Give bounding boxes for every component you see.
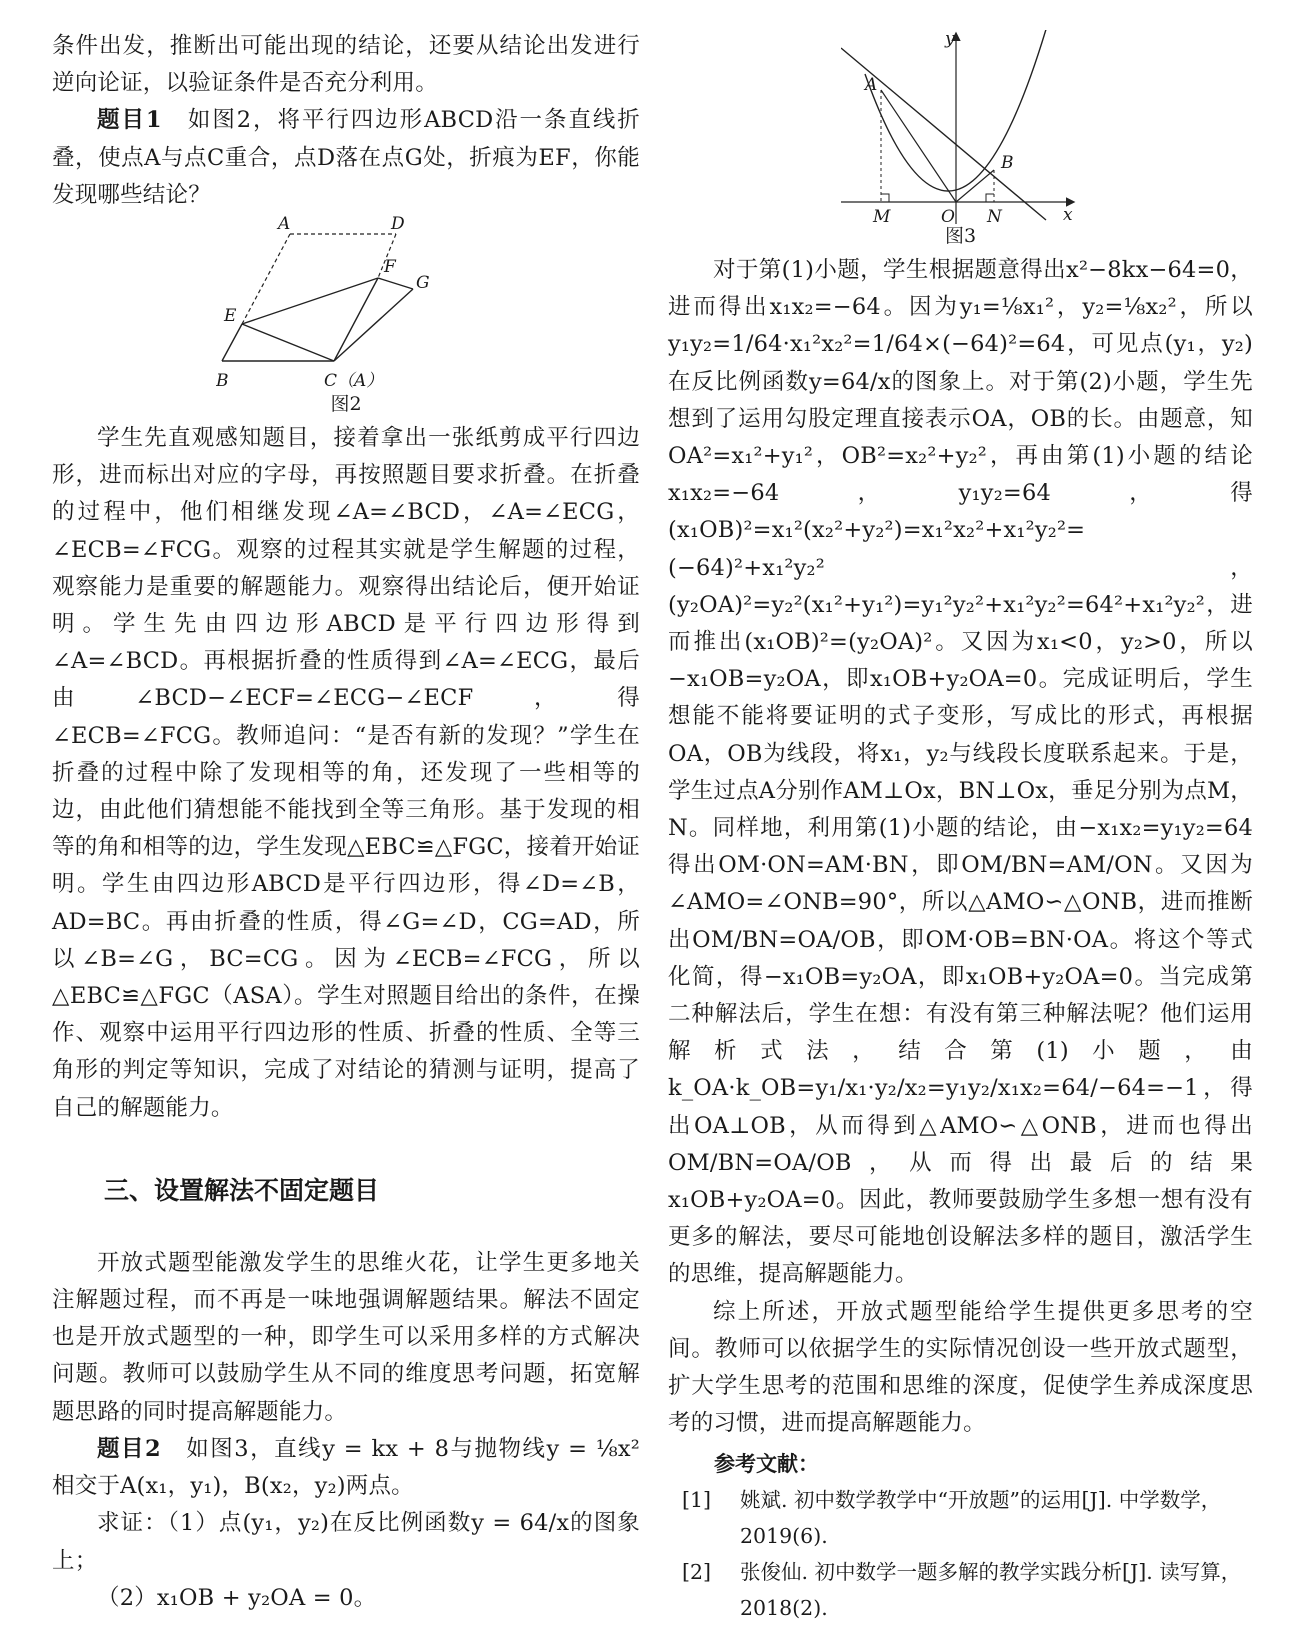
label-M: M — [872, 207, 890, 226]
paragraph-intro-continued: 条件出发，推断出可能出现的结论，还要从结论出发进行逆向论证，以验证条件是否充分利用。 — [52, 33, 640, 97]
paragraph-conclusion: 综上所述，开放式题型能给学生提供更多思考的空间。教师可以依据学生的实际情况创设一些开放式题型，扩大学生思考的范围和思维的深度，促使学生养成深度思考的习惯，进而提高解题能力。 — [668, 1298, 1253, 1437]
reference-text: 姚斌. 初中数学教学中“开放题”的运用[J]. 中学数学，2019(6). — [740, 1487, 1222, 1548]
label-G: G — [416, 273, 430, 294]
label-B: B — [1000, 153, 1013, 173]
label-N: N — [986, 207, 1002, 226]
problem-1 — [52, 102, 640, 214]
figure-2-caption: 图2 — [330, 393, 362, 416]
reference-number: [1] — [682, 1487, 712, 1512]
label-A: A — [278, 216, 291, 235]
problem-2-label: 题目2 — [97, 1435, 161, 1462]
label-D: D — [391, 216, 405, 235]
label-F: F — [384, 257, 396, 278]
problem-2-requirement-1: 求证：（1）点(y₁，y₂)在反比例函数y = 64/x的图象上； — [52, 1510, 640, 1574]
figure-2-diagram — [216, 216, 476, 394]
label-C: C（A） — [324, 371, 384, 392]
label-E: E — [224, 306, 237, 327]
figure-3-graph — [841, 30, 1081, 226]
left-column — [52, 28, 640, 1617]
right-column — [668, 28, 1253, 1626]
problem-1-label: 题目1 — [97, 107, 162, 134]
segment-OA — [881, 90, 956, 202]
section-heading: 三、设置解法不固定题目 — [104, 1175, 380, 1205]
reference-text: 张俊仙. 初中数学一题多解的教学实践分析[J]. 读写算，2018(2). — [740, 1559, 1242, 1620]
figure-2 — [216, 216, 476, 416]
paragraph-solutions: 对于第(1)小题，学生根据题意得出x²−8kx−64=0，进而得出x₁x₂=−64。因为y₁=⅛x₁²，y₂=⅛x₂²，所以y₁y₂=1/64·x₁²x₂²=1/64×(−64)²=64，可见点(y₁，y₂)在反比例函数y=64/x的图象上。对于第(2)小题，学生先想到了运用勾股定理直接表示OA，OB的长。由题意，知OA²=x₁²+y₁²，OB²=x₂²+y₂²，再由第(1)小题的结论x₁x₂=−64，y₁y₂=64，得(x₁OB)²=x₁²(x₂²+y₂²)=x₁²x₂²+x₁²y₂²=(−64)²+x₁²y₂²，(y₂OA)²=y₂²(x₁²+y₁²)=y₁²y₂²+x₁²y₂²=64²+x₁²y₂²，进而推出(x₁OB)²=(y₂OA)²。又因为x₁<0，y₂>0，所以−x₁OB=y₂OA，即x₁OB+y₂OA=0。完成证明后，学生想能不能将要证明的式子变形，写成比的形式，再根据OA，OB为线段，将x₁，y₂与线段长度联系起来。于是，学生过点A分别作AM⊥Ox，BN⊥Ox，垂足分别为点M，N。同样地，利用第(1)小题的结论，由−x₁x₂=y₁y₂=64得出OM·ON=AM·BN，即OM/BN=AM/ON。又因为∠AMO=∠ONB=90°，所以△AMO∽△ONB，进而推断出OM/BN=OA/OB，即OM·OB=BN·OA。将这个等式化简，得−x₁OB=y₂OA，即x₁OB+y₂OA=0。当完成第二种解法后，学生在想：有没有第三种解法呢？他们运用解析式法，结合第(1)小题，由k_OA·k_OB=y₁/x₁·y₂/x₂=y₁y₂/x₁x₂=64/−64=−1，得出OA⊥OB，从而得到△AMO∽△ONB，进而也得出OM/BN=OA/OB，从而得出最后的结果x₁OB+y₂OA=0。因此，教师要鼓励学生多想一想有没有更多的解法，要尽可能地创设解法多样的题目，激活学生的思维，提高解题能力。 — [668, 257, 1253, 1288]
label-x: x — [1062, 205, 1073, 225]
figure-3-caption: 图3 — [944, 225, 977, 247]
references-title: 参考文献： — [714, 1451, 819, 1476]
problem-2-text: 如图3，直线y = kx + 8与抛物线y = ⅛x² 相交于A(x₁，y₁)，B(x₂，y₂)两点。 — [52, 1435, 640, 1500]
reference-item — [682, 1554, 1253, 1626]
label-O: O — [940, 207, 955, 226]
problem-2-requirement-2: （2）x₁OB + y₂OA = 0。 — [97, 1584, 377, 1611]
problem-2 — [52, 1431, 640, 1505]
label-B: B — [216, 371, 229, 392]
problem-1-text: 如图2，将平行四边形ABCD沿一条直线折叠，使点A与点C重合，点D落在点G处，折痕为EF，你能发现哪些结论？ — [52, 107, 640, 208]
paragraph-fold-analysis: 学生先直观感知题目，接着拿出一张纸剪成平行四边形，进而标出对应的字母，再按照题目要求折叠。在折叠的过程中，他们相继发现∠A=∠BCD，∠A=∠ECG，∠ECB=∠FCG。观察的过程其实就是学生解题的过程，观察能力是重要的解题能力。观察得出结论后，便开始证明。学生先由四边形ABCD是平行四边形得到∠A=∠BCD。再根据折叠的性质得到∠A=∠ECG，最后由∠BCD−∠ECF=∠ECG−∠ECF，得∠ECB=∠FCG。教师追问：“是否有新的发现？”学生在折叠的过程中除了发现相等的角，还发现了一些相等的边，由此他们猜想能不能找到全等三角形。基于发现的相等的角和相等的边，学生发现△EBC≌△FGC，接着开始证明。学生由四边形ABCD是平行四边形，得∠D=∠B，AD=BC。再由折叠的性质，得∠G=∠D，CG=AD，所以∠B=∠G，BC=CG。因为∠ECB=∠FCG，所以△EBC≌△FGC（ASA）。学生对照题目给出的条件，在操作、观察中运用平行四边形的性质、折叠的性质、全等三角形的判定等知识，完成了对结论的猜测与证明，提高了自己的解题能力。 — [52, 425, 640, 1121]
reference-number: [2] — [682, 1559, 712, 1584]
paragraph-open-problems: 开放式题型能激发学生的思维火花，让学生更多地关注解题过程，而不再是一味地强调解题结果。解法不固定也是开放式题型的一种，即学生可以采用多样的方式解决问题。教师可以鼓励学生从不同的维度思考问题，拓宽解题思路的同时提高解题能力。 — [52, 1249, 640, 1425]
label-y: y — [944, 30, 955, 49]
segment-OB — [956, 170, 994, 202]
figure-3 — [841, 30, 1081, 248]
reference-item — [682, 1482, 1253, 1554]
label-A: A — [864, 75, 877, 95]
line-AB — [841, 48, 1046, 220]
